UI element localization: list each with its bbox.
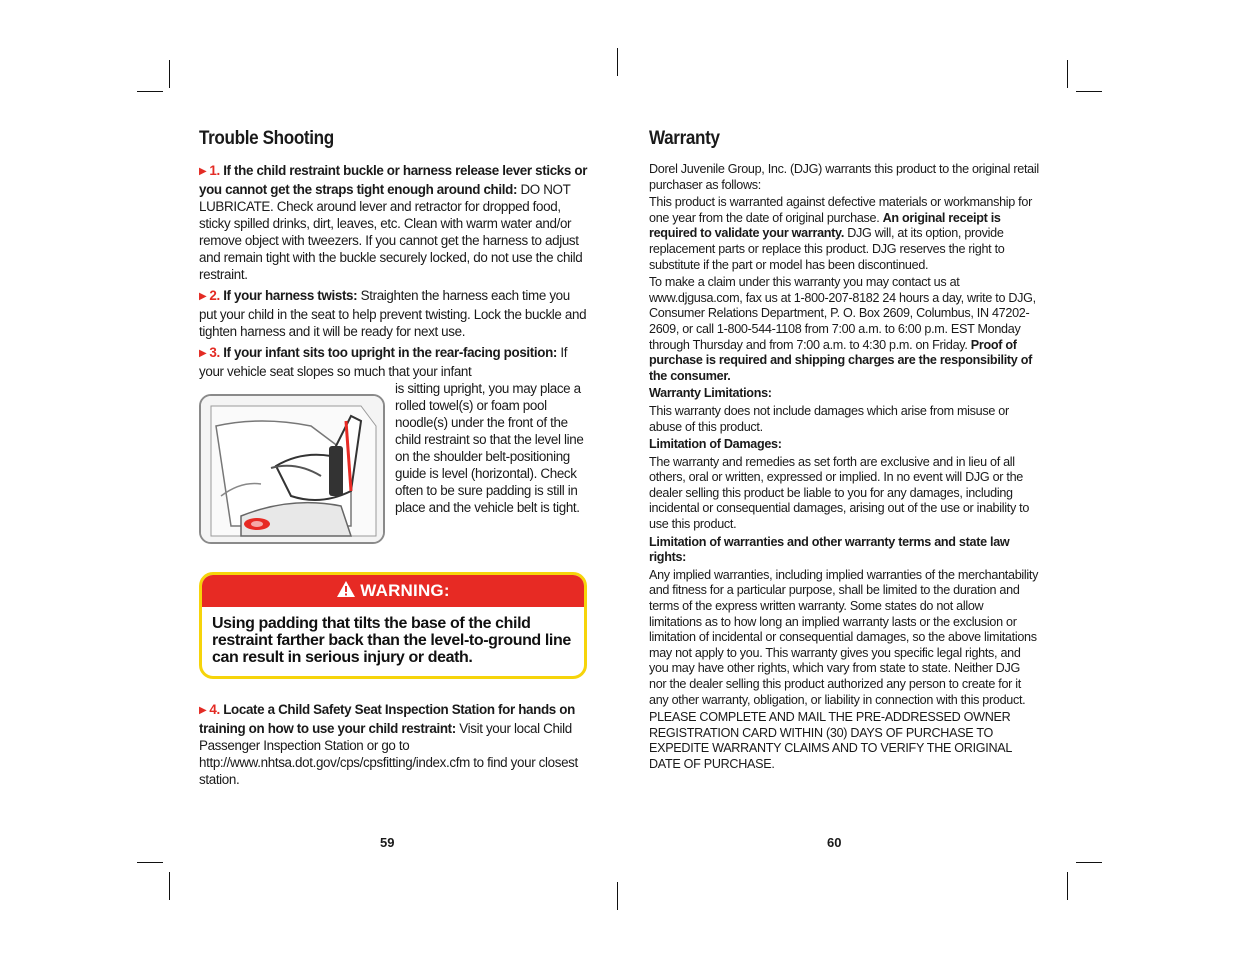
warranty-section [649, 128, 1039, 775]
crop-mark [169, 872, 170, 900]
crop-mark [617, 882, 618, 910]
state-law-rights-heading: Limitation of warranties and other warranty terms and state law rights: [649, 534, 1010, 565]
warranty-limitations-text: This warranty does not include damages which arise from misuse or abuse of this product. [649, 403, 1009, 434]
right-arrow-icon: ▶ [199, 291, 207, 302]
warning-box [199, 572, 587, 679]
right-arrow-icon: ▶ [199, 166, 207, 177]
crop-mark [617, 48, 618, 76]
troubleshooting-item-1: ▶ 1. If the child restraint buckle or harness release lever sticks or you cannot get the straps tight enough around child: DO NOT LUBRICATE. Check around lever and retractor for dropped food, sticky spilled drinks, dirt, leaves, etc. Clean with warm water and/or remove object with tweezers. If you cannot get the harness to adjust and remain tight with the buckle securely locked, do not use the child restraint. [199, 163, 588, 282]
limitation-of-damages-heading: Limitation of Damages: [649, 437, 782, 452]
right-arrow-icon: ▶ [199, 348, 207, 359]
page-title: Warranty [649, 128, 720, 149]
page-title: Trouble Shooting [199, 128, 334, 149]
warranty-intro: Dorel Juvenile Group, Inc. (DJG) warrants this product to the original retail purchaser as follows: [649, 162, 1039, 192]
warranty-claim: To make a claim under this warranty you may contact us at www.djgusa.com, fax us at 1-800-207-8182 24 hours a day, write to DJG, Consumer Relations Department, P. O. Box 2609, Columbus, IN 47202-2609, or call 1-800-544-1108 from 7:00 a.m. to 6:00 p.m. EST Monday through Thursday and from 7:00 a.m. to 4:30 p.m. on Friday. Proof of purchase is required and shipping charges are the responsibility of the consumer. [649, 275, 1036, 383]
troubleshooting-item-2: ▶ 2. If your harness twists: Straighten the harness each time you put your child in the seat to help prevent twisting. Lock the buckle and tighten harness and it will be ready for next use. [199, 288, 587, 339]
warranty-coverage: This product is warranted against defective materials or workmanship for one year from the date of original purchase. An original receipt is required to validate your warranty. DJG will, at its option, provide replacement parts or replace this product. DJG reserves the right to substitute if the part or model has been discontinued. [649, 195, 1032, 272]
page-number-left: 59 [380, 835, 395, 850]
crop-mark [137, 91, 163, 92]
car-seat-illustration [199, 394, 385, 544]
limitation-of-damages-text: The warranty and remedies as set forth are exclusive and in lieu of all others, oral or written, expressed or implied. In no event will DJG or the dealer selling this product be liable to you for any damages, including incidental or consequential damages, arising out of the use or inability to use this product. [649, 454, 1030, 532]
warning-header: WARNING: [202, 575, 584, 607]
troubleshooting-item-4: ▶ 4. Locate a Child Safety Seat Inspection Station for hands on training on how to use your child restraint: Visit your local Child Passenger Inspection Station or go to http://www.nhtsa.dot.gov/cps/cpsfitting/index.cfm to find your closest station. [199, 702, 578, 787]
warning-triangle-icon [336, 580, 356, 603]
state-law-rights-text: Any implied warranties, including implied warranties of the merchantability and fitness for a particular purpose, shall be limited to the duration and terms of the express written warranty. Some states do not allow limitations as to how long an implied warranty lasts or the exclusion or limitation of incidental or consequential damages, so the above limitations may not apply to you. This warranty gives you specific legal rights, and you may have other rights, which vary from state to state. Neither DJG nor the dealer selling this product authorized any person to create for it any other warranty, obligation, or liability in connection with this product. [649, 567, 1039, 707]
crop-mark [1076, 91, 1102, 92]
crop-mark [137, 862, 163, 863]
crop-mark [1067, 60, 1068, 88]
crop-mark [1076, 862, 1102, 863]
crop-mark [1067, 872, 1068, 900]
troubleshooting-section [199, 128, 589, 792]
warning-message: Using padding that tilts the base of the child restraint farther back than the level-to-ground line can result in serious injury or death. [212, 615, 571, 666]
right-arrow-icon: ▶ [199, 705, 207, 716]
registration-notice: PLEASE COMPLETE AND MAIL THE PRE-ADDRESSED OWNER REGISTRATION CARD WITHIN (30) DAYS OF PURCHASE TO EXPEDITE WARRANTY CLAIMS AND TO VERIFY THE ORIGINAL DATE OF PURCHASE. [649, 710, 1012, 771]
warranty-limitations-heading: Warranty Limitations: [649, 386, 772, 401]
crop-mark [169, 60, 170, 88]
page-number-right: 60 [827, 835, 842, 850]
troubleshooting-item-3: ▶ 3. If your infant sits too upright in the rear-facing position: If your vehicle seat slopes so much that your infant is sitting upright, you may place a rolled towel(s) or foam pool noodle(s) under the front of the child restraint so that the level line on the shoulder belt-positioning guide is level (horizontal). Check often to be sure padding is still in place and the vehicle belt is tight. [199, 344, 589, 548]
